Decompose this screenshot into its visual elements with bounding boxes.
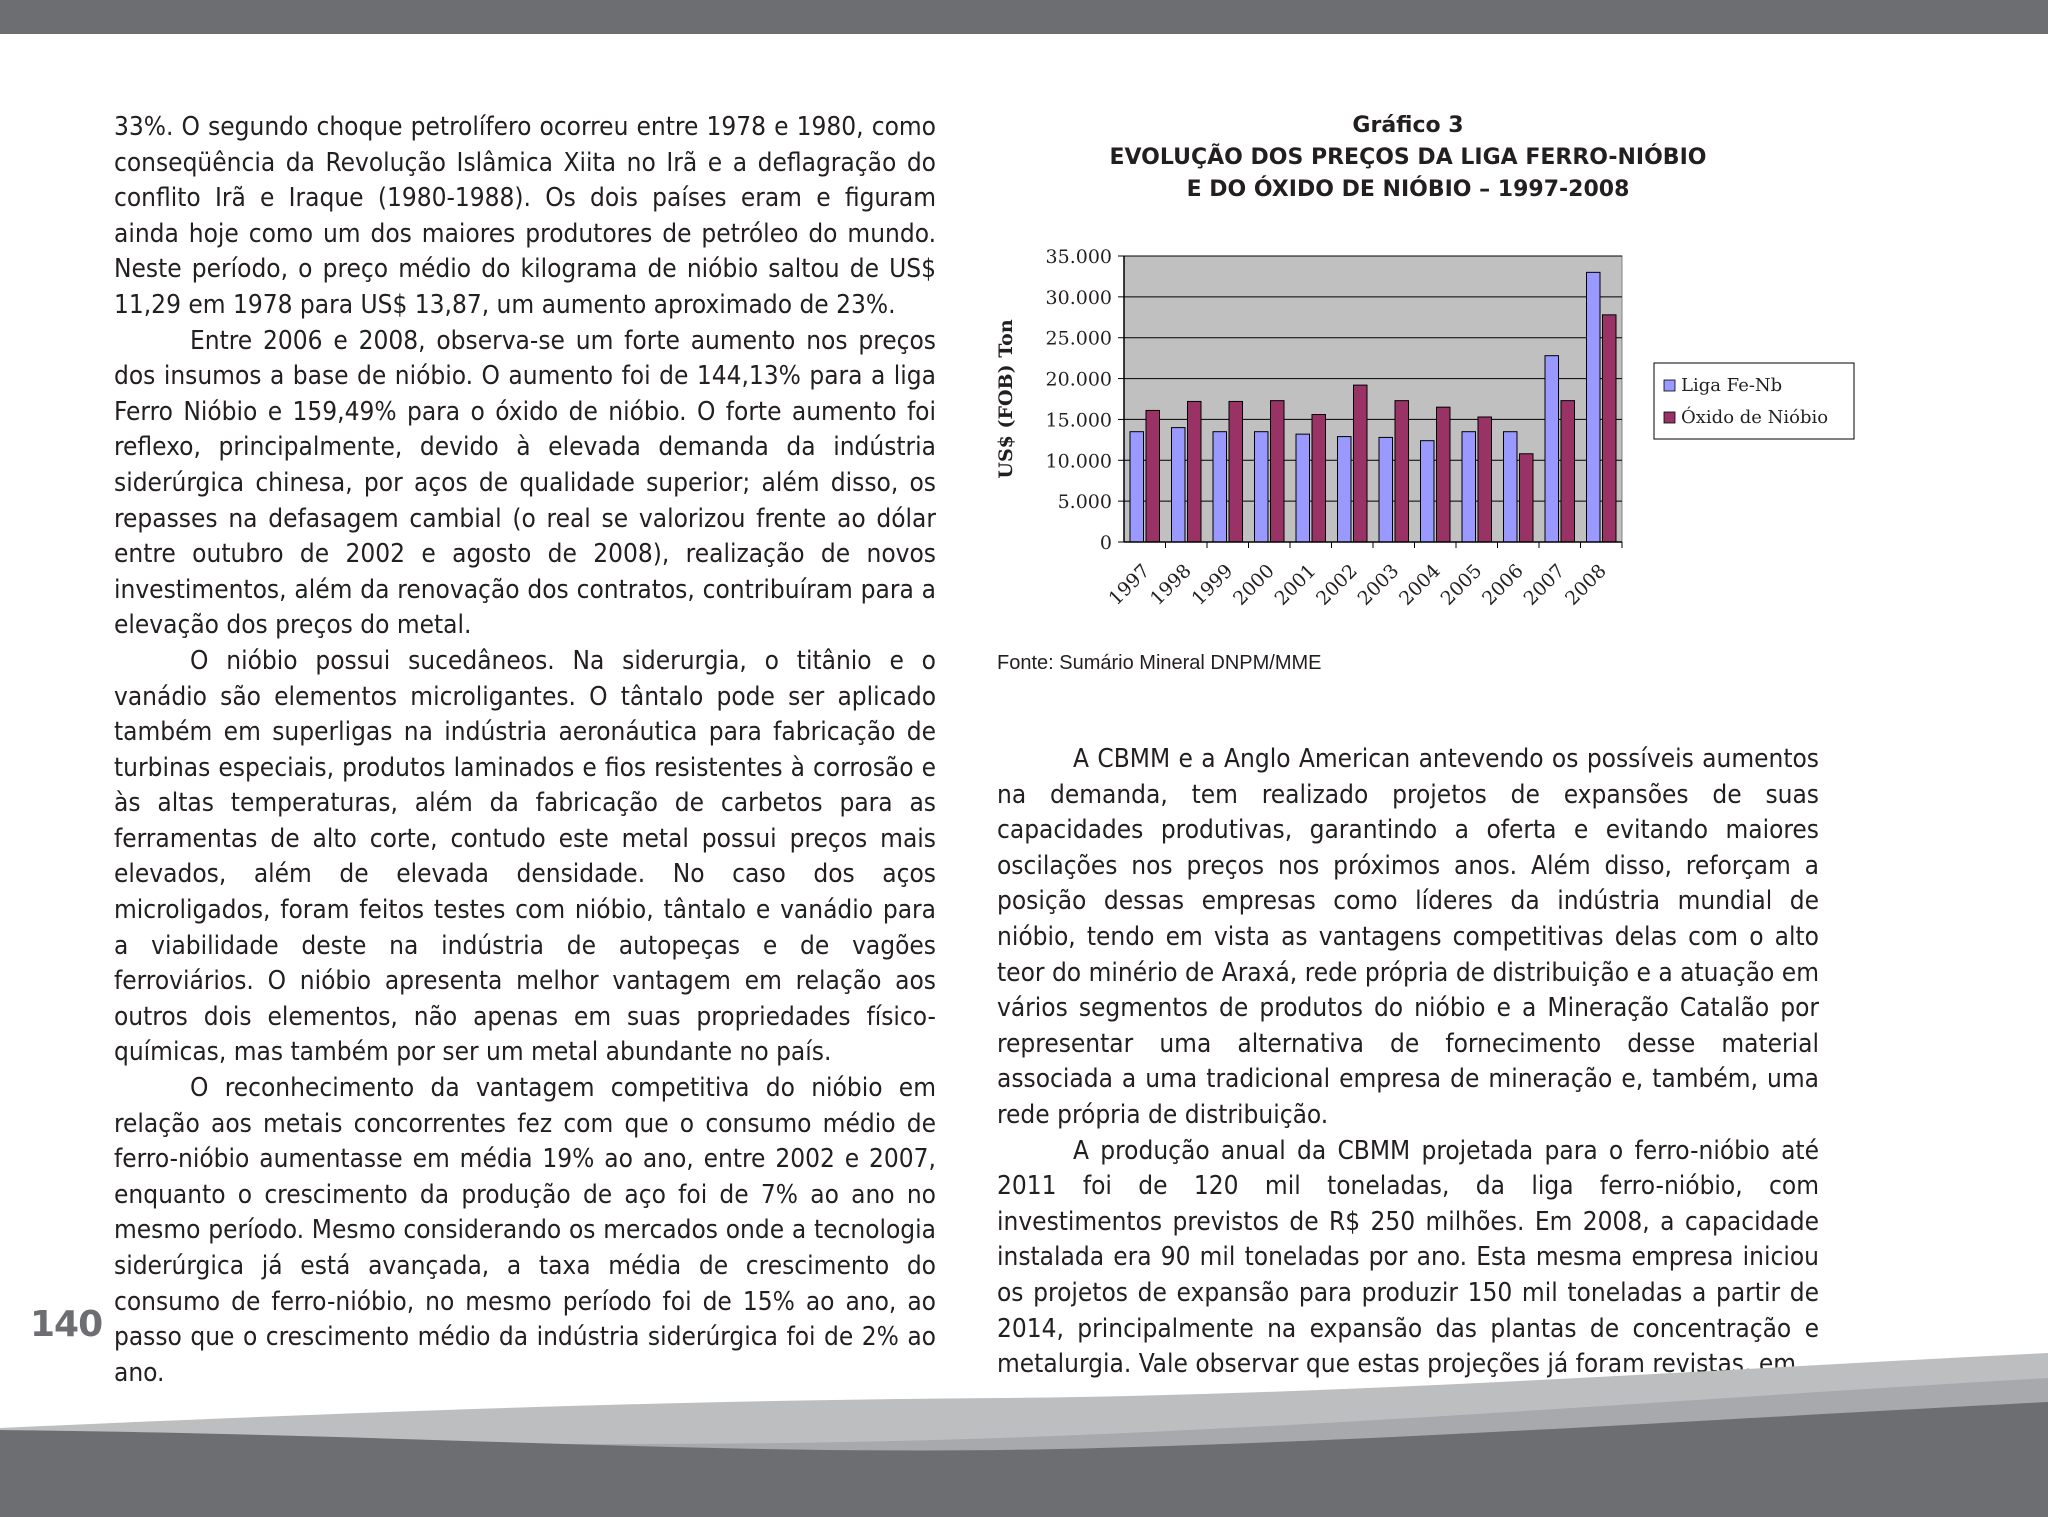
- x-tick-label: 2003: [1353, 559, 1404, 610]
- paragraph: 33%. O segundo choque petrolífero ocorreu entre 1978 e 1980, como conseqüência da Revolução Islâmica Xiita no Irã e a deflagração do conflito Irã e Iraque (1980-1988). Os dois países eram e figuram ainda hoje como um dos maiores produtores de petróleo do mundo. Neste período, o preço médio do kilograma de nióbio saltou de US$ 11,29 em 1978 para US$ 13,87, um aumento aproximado de 23%.: [114, 112, 936, 320]
- left-text-column: [114, 110, 936, 1391]
- y-tick-label: 20.000: [1045, 368, 1112, 391]
- chart-legend: [1654, 363, 1854, 439]
- figure-source: Fonte: Sumário Mineral DNPM/MME: [997, 652, 1322, 674]
- y-tick-label: 10.000: [1045, 450, 1112, 473]
- paragraph: A CBMM e a Anglo American antevendo os possíveis aumentos na demanda, tem realizado projetos de expansões de suas capacidades produtivas, garantindo a oferta e evitando maiores oscilações nos preços nos próximos anos. Além disso, reforçam a posição dessas empresas como líderes da indústria mundial de nióbio, tendo em vista as vantagens competitivas delas com o alto teor do minério de Araxá, rede própria de distribuição e a atuação em vários segmentos de produtos do nióbio e a Mineração Catalão por representar uma alternativa de fornecimento desse material associada a uma tradicional empresa de mineração e, também, uma rede própria de distribuição.: [997, 744, 1819, 1130]
- paragraph: A produção anual da CBMM projetada para o ferro-nióbio até 2011 foi de 120 mil toneladas, da liga ferro-nióbio, com investimentos previstos de R$ 250 milhões. Em 2008, a capacidade instalada era 90 mil toneladas por ano. Esta mesma empresa iniciou os projetos de expansão para produzir 150 mil toneladas a partir de 2014, principalmente na expansão das plantas de concentração e metalurgia. Vale observar que estas projeções já foram revistas, em: [997, 1135, 1819, 1380]
- page-number: 140: [30, 1304, 103, 1345]
- bar-oxido-de-niobio-2003: [1395, 401, 1409, 542]
- x-tick-label: 2004: [1395, 559, 1445, 610]
- x-tick-label: 2008: [1561, 559, 1611, 610]
- y-tick-label: 35.000: [1045, 246, 1112, 268]
- bar-oxido-de-niobio-2002: [1354, 385, 1368, 542]
- x-tick-label: 2006: [1478, 559, 1528, 610]
- y-tick-label: 15.000: [1045, 409, 1112, 432]
- x-tick-label: 2001: [1270, 559, 1321, 610]
- bar-liga-fe-nb-2002: [1338, 437, 1352, 542]
- bar-liga-fe-nb-2000: [1255, 432, 1269, 542]
- paragraph: O reconhecimento da vantagem competitiva do nióbio em relação aos metais concorrentes fez com que o consumo médio de ferro-nióbio aumentasse em média 19% ao ano, entre 2002 e 2007, enquanto o crescimento da produção de aço foi de 7% ao ano no mesmo período. Mesmo considerando os mercados onde a tecnologia siderúrgica já está avançada, a taxa média de crescimento do consumo de ferro-nióbio, no mesmo período foi de 15% ao ano, ao passo que o crescimento médio da indústria siderúrgica foi de 2% ao ano.: [114, 1073, 936, 1388]
- bar-oxido-de-niobio-2006: [1520, 454, 1534, 542]
- x-tick-label: 2000: [1229, 559, 1279, 610]
- x-tick-label: 1997: [1104, 559, 1155, 610]
- bar-oxido-de-niobio-1999: [1229, 401, 1243, 542]
- y-axis-ticks: [1046, 246, 1124, 554]
- bar-oxido-de-niobio-2001: [1312, 415, 1326, 542]
- y-tick-label: 30.000: [1045, 286, 1112, 309]
- bar-oxido-de-niobio-2000: [1271, 401, 1285, 542]
- bar-liga-fe-nb-2004: [1421, 441, 1435, 542]
- legend-swatch-oxido-de-niobio: [1664, 412, 1675, 423]
- bar-liga-fe-nb-2007: [1545, 356, 1559, 542]
- figure-title-line2: E DO ÓXIDO DE NIÓBIO – 1997-2008: [1186, 177, 1630, 202]
- bar-oxido-de-niobio-2005: [1478, 417, 1492, 542]
- bar-liga-fe-nb-2006: [1504, 432, 1518, 542]
- y-axis-label: US$ (FOB) Ton: [995, 319, 1017, 479]
- bar-liga-fe-nb-1997: [1130, 432, 1144, 542]
- y-tick-label: 5.000: [1057, 491, 1112, 514]
- price-bar-chart: [990, 235, 1870, 635]
- x-tick-label: 1998: [1146, 559, 1196, 610]
- paragraph: O nióbio possui sucedâneos. Na siderurgia, o titânio e o vanádio são elementos microligantes. O tântalo pode ser aplicado também em superligas na indústria aeronáutica para fabricação de turbinas especiais, produtos laminados e fios resistentes à corrosão e às altas temperaturas, além da fabricação de carbetos para as ferramentas de alto corte, contudo este metal possui preços mais elevados, além de elevada densidade. No caso dos aços microligados, foram feitos testes com nióbio, tântalo e vanádio para a viabilidade deste na indústria de autopeças e de vagões ferroviários. O nióbio apresenta melhor vantagem em relação aos outros dois elementos, não apenas em suas propriedades físico-químicas, mas também por ser um metal abundante no país.: [114, 645, 936, 1068]
- bar-liga-fe-nb-2003: [1379, 437, 1393, 542]
- bar-liga-fe-nb-2005: [1462, 432, 1476, 542]
- bar-oxido-de-niobio-1998: [1188, 401, 1202, 542]
- bar-oxido-de-niobio-2004: [1437, 407, 1451, 542]
- bar-oxido-de-niobio-2008: [1603, 315, 1617, 542]
- bar-liga-fe-nb-2001: [1296, 434, 1310, 542]
- y-tick-label: 25.000: [1045, 327, 1112, 350]
- footer-wave-decoration: [0, 1340, 2048, 1517]
- figure-title-line1: EVOLUÇÃO DOS PREÇOS DA LIGA FERRO-NIÓBIO: [1109, 145, 1707, 170]
- legend-label-oxido-de-niobio: Óxido de Nióbio: [1681, 407, 1829, 428]
- figure-caption: [997, 110, 1819, 206]
- legend-swatch-liga-fe-nb: [1664, 380, 1675, 391]
- header-bar: [0, 0, 2048, 34]
- x-tick-label: 1999: [1187, 559, 1238, 610]
- y-tick-label: 0: [1099, 532, 1112, 554]
- x-tick-label: 2005: [1436, 559, 1487, 610]
- bar-liga-fe-nb-1999: [1213, 432, 1227, 542]
- x-axis-ticks: [1105, 542, 1622, 610]
- x-tick-label: 2007: [1519, 559, 1570, 610]
- legend-label-liga-fe-nb: Liga Fe-Nb: [1681, 375, 1783, 396]
- bar-liga-fe-nb-1998: [1172, 428, 1186, 542]
- figure-label: Gráfico 3: [1352, 113, 1464, 138]
- bar-oxido-de-niobio-2007: [1561, 401, 1575, 542]
- bar-oxido-de-niobio-1997: [1146, 410, 1160, 542]
- bar-liga-fe-nb-2008: [1587, 272, 1601, 542]
- right-text-column: [997, 742, 1819, 1383]
- paragraph: Entre 2006 e 2008, observa-se um forte aumento nos preços dos insumos a base de nióbio. O aumento foi de 144,13% para a liga Ferro Nióbio e 159,49% para o óxido de nióbio. O forte aumento foi reflexo, principalmente, devido à elevada demanda da indústria siderúrgica chinesa, por aços de qualidade superior; além disso, os repasses na defasagem cambial (o real se valorizou frente ao dólar entre outubro de 2002 e agosto de 2008), realização de novos investimentos, além da renovação dos contratos, contribuíram para a elevação dos preços do metal.: [114, 325, 936, 641]
- x-tick-label: 2002: [1312, 559, 1362, 610]
